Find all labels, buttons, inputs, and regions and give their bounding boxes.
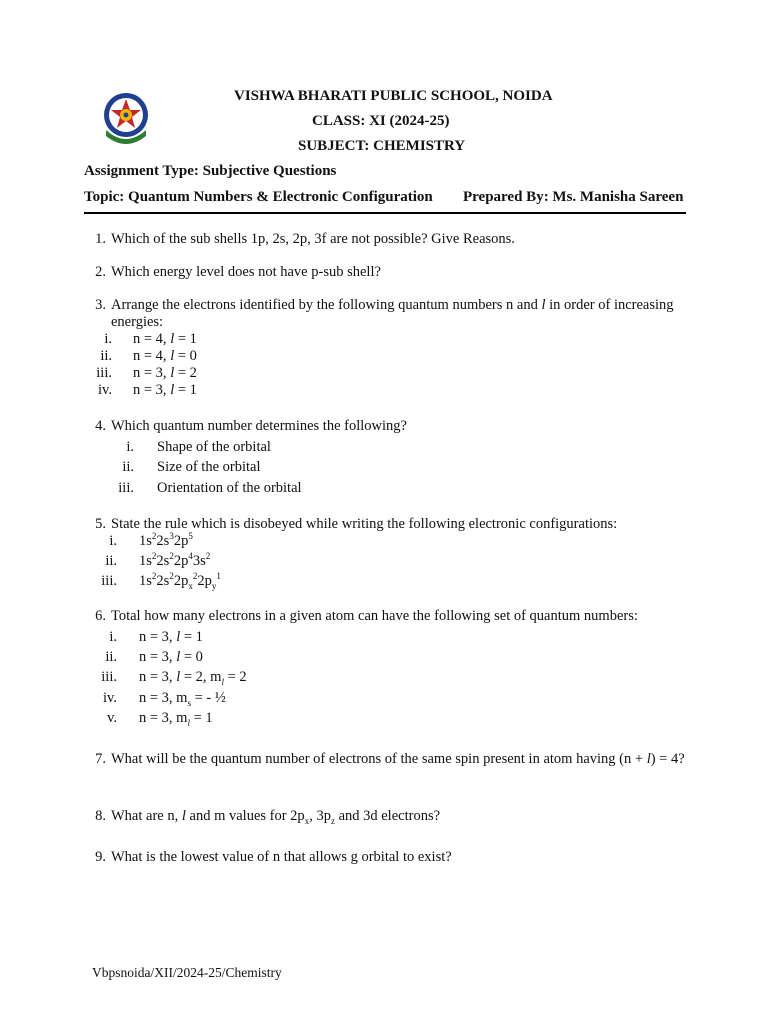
school-name: VISHWA BHARATI PUBLIC SCHOOL, NOIDA (234, 88, 553, 104)
question-number: 2. (95, 264, 106, 280)
question-text: State the rule which is disobeyed while writing the following electronic configurations: (111, 516, 618, 532)
question-number: 3. (95, 297, 106, 313)
question-text: Which quantum number determines the following? (111, 418, 407, 434)
question-number: 8. (95, 808, 106, 824)
topic-line: Topic: Quantum Numbers & Electronic Configuration (84, 189, 433, 205)
question-text: Which of the sub shells 1p, 2s, 2p, 3f are not possible? Give Reasons. (111, 231, 515, 247)
question-text: Total how many electrons in a given atom can have the following set of quantum numbers: (111, 608, 638, 624)
question-text: Arrange the electrons identified by the following quantum numbers n and l in order of increasing energies: (111, 297, 674, 330)
question-number: 9. (95, 849, 106, 865)
header-divider (84, 212, 686, 214)
question-number: 7. (95, 751, 106, 767)
question-text: What are n, l and m values for $2p_x$, $3p_z$ and 3d electrons? (111, 808, 441, 826)
question-number: 6. (95, 608, 106, 624)
question-text: What is the lowest value of n that allows g orbital to exist? (111, 849, 452, 865)
school-seal-icon (100, 90, 152, 150)
prepared-by: Prepared By: Ms. Manisha Sareen (463, 189, 684, 205)
school-logo (100, 90, 152, 150)
question-text: What will be the quantum number of electrons of the same spin present in atom having (n + l) = 4? (111, 751, 685, 767)
question-number: 5. (95, 516, 106, 532)
question-number: 4. (95, 418, 106, 434)
question-number: 1. (95, 231, 106, 247)
class-line: CLASS: XI (2024-25) (312, 113, 450, 129)
page-footer: Vbpsnoida/XII/2024-25/Chemistry (92, 965, 282, 980)
question-text: Which energy level does not have p-sub shell? (111, 264, 381, 280)
subject-line: SUBJECT: CHEMISTRY (298, 138, 466, 154)
assignment-type: Assignment Type: Subjective Questions (84, 163, 337, 179)
